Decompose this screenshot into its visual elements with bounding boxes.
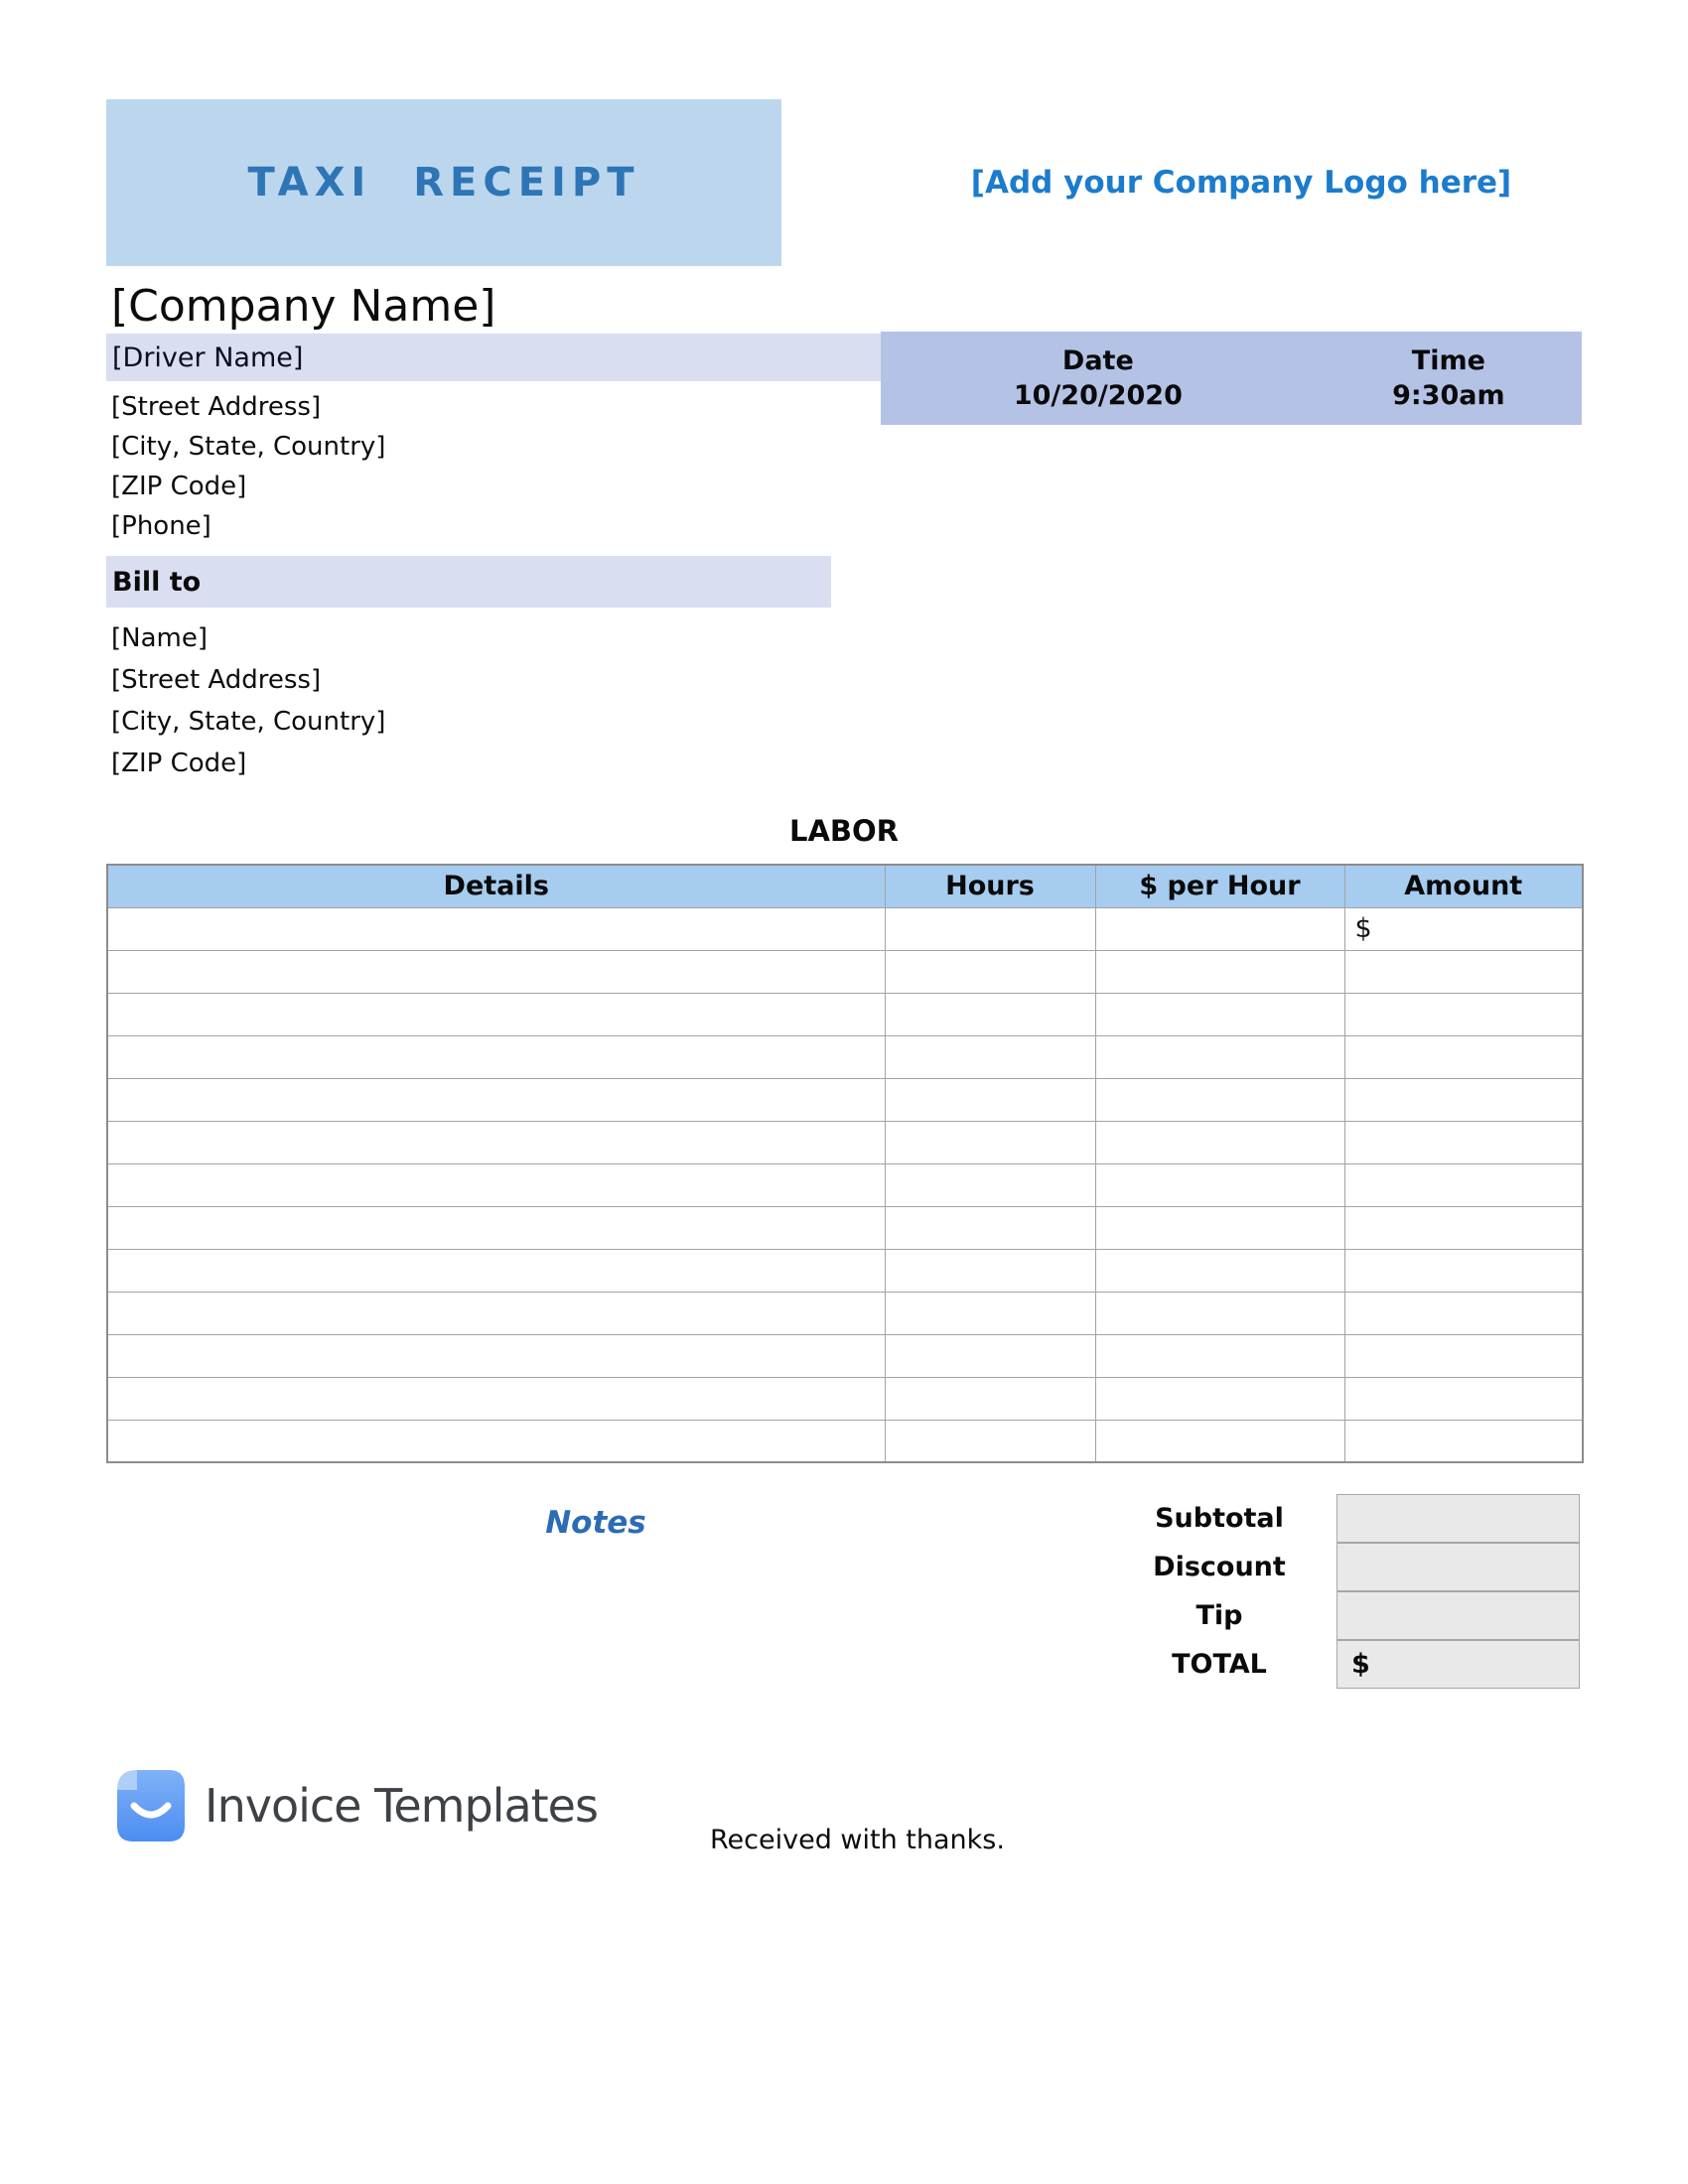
column-header-details: Details xyxy=(107,865,885,907)
labor-cell[interactable] xyxy=(107,950,885,993)
labor-cell[interactable] xyxy=(885,1334,1095,1377)
labor-cell[interactable] xyxy=(1095,1420,1344,1462)
labor-cell[interactable] xyxy=(885,1206,1095,1249)
date-value: 10/20/2020 xyxy=(1013,380,1183,411)
labor-cell[interactable] xyxy=(107,993,885,1035)
labor-cell[interactable] xyxy=(1344,1121,1583,1163)
labor-cell[interactable] xyxy=(1095,1377,1344,1420)
labor-cell[interactable] xyxy=(107,1420,885,1462)
company-phone: [Phone] xyxy=(111,511,211,541)
labor-cell[interactable] xyxy=(1095,993,1344,1035)
invoice-templates-logo-icon xyxy=(117,1770,185,1842)
labor-cell[interactable] xyxy=(1344,1292,1583,1334)
tip-label: Tip xyxy=(1196,1600,1243,1631)
labor-cell[interactable] xyxy=(1095,1121,1344,1163)
labor-cell[interactable]: $ xyxy=(1344,907,1583,950)
driver-name-bar xyxy=(106,334,881,381)
labor-cell[interactable] xyxy=(885,1377,1095,1420)
labor-cell[interactable] xyxy=(1095,1334,1344,1377)
bill-to-zip: [ZIP Code] xyxy=(111,749,247,778)
labor-cell[interactable] xyxy=(885,1420,1095,1462)
labor-cell[interactable] xyxy=(1344,1163,1583,1206)
labor-cell[interactable] xyxy=(1095,1249,1344,1292)
labor-cell[interactable] xyxy=(885,950,1095,993)
labor-row xyxy=(107,1292,1583,1334)
received-with-thanks-text: Received with thanks. xyxy=(710,1825,1005,1855)
labor-cell[interactable] xyxy=(1095,1163,1344,1206)
labor-cell[interactable] xyxy=(885,1292,1095,1334)
labor-cell[interactable] xyxy=(1344,1334,1583,1377)
bill-to-label: Bill to xyxy=(112,566,202,598)
labor-cell[interactable] xyxy=(885,1249,1095,1292)
total-value-box[interactable]: $ xyxy=(1336,1640,1580,1689)
brand-name: Invoice Templates xyxy=(205,1779,598,1833)
company-name: [Company Name] xyxy=(111,281,496,332)
labor-row xyxy=(107,1035,1583,1078)
summary-row-tip xyxy=(1102,1591,1580,1640)
labor-cell[interactable] xyxy=(885,1035,1095,1078)
labor-cell[interactable] xyxy=(1344,1377,1583,1420)
bill-to-name: [Name] xyxy=(111,623,208,653)
labor-row xyxy=(107,950,1583,993)
company-address-block xyxy=(111,387,385,546)
page-title: TAXI RECEIPT xyxy=(247,160,640,205)
time-column xyxy=(1316,332,1582,425)
labor-cell[interactable] xyxy=(1095,1206,1344,1249)
labor-cell[interactable] xyxy=(107,1078,885,1121)
subtotal-label: Subtotal xyxy=(1155,1503,1284,1534)
time-value: 9:30am xyxy=(1392,380,1505,411)
labor-cell[interactable] xyxy=(885,993,1095,1035)
labor-header-row xyxy=(107,865,1583,907)
summary-row-discount xyxy=(1102,1543,1580,1591)
labor-row xyxy=(107,1420,1583,1462)
company-street: [Street Address] xyxy=(111,392,322,422)
labor-row xyxy=(107,1206,1583,1249)
labor-cell[interactable] xyxy=(107,1377,885,1420)
column-header-amount: Amount xyxy=(1344,865,1583,907)
company-city-state: [City, State, Country] xyxy=(111,432,386,462)
labor-cell[interactable] xyxy=(107,1121,885,1163)
column-header-rate: $ per Hour xyxy=(1095,865,1344,907)
discount-label: Discount xyxy=(1153,1552,1286,1582)
column-header-hours: Hours xyxy=(885,865,1095,907)
labor-cell[interactable] xyxy=(1344,1249,1583,1292)
labor-cell[interactable] xyxy=(1095,907,1344,950)
bill-to-city-state: [City, State, Country] xyxy=(111,707,386,737)
labor-cell[interactable] xyxy=(1095,1292,1344,1334)
labor-cell[interactable] xyxy=(107,1163,885,1206)
labor-row xyxy=(107,1121,1583,1163)
labor-cell[interactable] xyxy=(1095,1035,1344,1078)
labor-cell[interactable] xyxy=(1095,950,1344,993)
labor-cell[interactable] xyxy=(885,907,1095,950)
summary-row-total xyxy=(1102,1640,1580,1689)
bill-to-bar xyxy=(106,556,831,608)
labor-row xyxy=(107,993,1583,1035)
labor-cell[interactable] xyxy=(1344,1078,1583,1121)
labor-cell[interactable] xyxy=(1344,1035,1583,1078)
tip-value-box[interactable] xyxy=(1336,1591,1580,1640)
company-logo-placeholder[interactable]: [Add your Company Logo here] xyxy=(970,165,1512,201)
brand-footer xyxy=(117,1770,598,1842)
labor-cell[interactable] xyxy=(885,1121,1095,1163)
labor-table-body xyxy=(107,907,1583,1462)
labor-row xyxy=(107,1163,1583,1206)
bill-to-street: [Street Address] xyxy=(111,665,322,695)
labor-row xyxy=(107,907,1583,950)
labor-cell[interactable] xyxy=(885,1078,1095,1121)
summary-section xyxy=(1102,1494,1580,1689)
labor-row xyxy=(107,1078,1583,1121)
labor-row xyxy=(107,1249,1583,1292)
labor-cell[interactable] xyxy=(107,907,885,950)
company-zip: [ZIP Code] xyxy=(111,472,247,501)
labor-cell[interactable] xyxy=(107,1334,885,1377)
labor-cell[interactable] xyxy=(107,1292,885,1334)
total-label: TOTAL xyxy=(1172,1649,1267,1680)
labor-cell[interactable] xyxy=(107,1035,885,1078)
labor-row xyxy=(107,1334,1583,1377)
bill-to-block xyxy=(111,617,385,784)
labor-section-title: LABOR xyxy=(788,814,899,848)
discount-value-box[interactable] xyxy=(1336,1543,1580,1591)
labor-cell[interactable] xyxy=(1095,1078,1344,1121)
labor-table xyxy=(106,864,1584,1463)
labor-cell[interactable] xyxy=(1344,993,1583,1035)
labor-cell[interactable] xyxy=(107,1249,885,1292)
labor-cell[interactable] xyxy=(107,1206,885,1249)
date-column xyxy=(881,332,1316,425)
labor-cell[interactable] xyxy=(1344,1420,1583,1462)
subtotal-value-box[interactable] xyxy=(1336,1494,1580,1543)
labor-row xyxy=(107,1377,1583,1420)
notes-label: Notes xyxy=(545,1505,646,1541)
date-label: Date xyxy=(1061,345,1134,376)
labor-cell[interactable] xyxy=(1344,950,1583,993)
summary-row-subtotal xyxy=(1102,1494,1580,1543)
driver-name: [Driver Name] xyxy=(112,341,304,373)
datetime-box xyxy=(881,332,1582,425)
time-label: Time xyxy=(1411,345,1485,376)
labor-cell[interactable] xyxy=(1344,1206,1583,1249)
labor-cell[interactable] xyxy=(885,1163,1095,1206)
title-banner xyxy=(106,99,781,266)
